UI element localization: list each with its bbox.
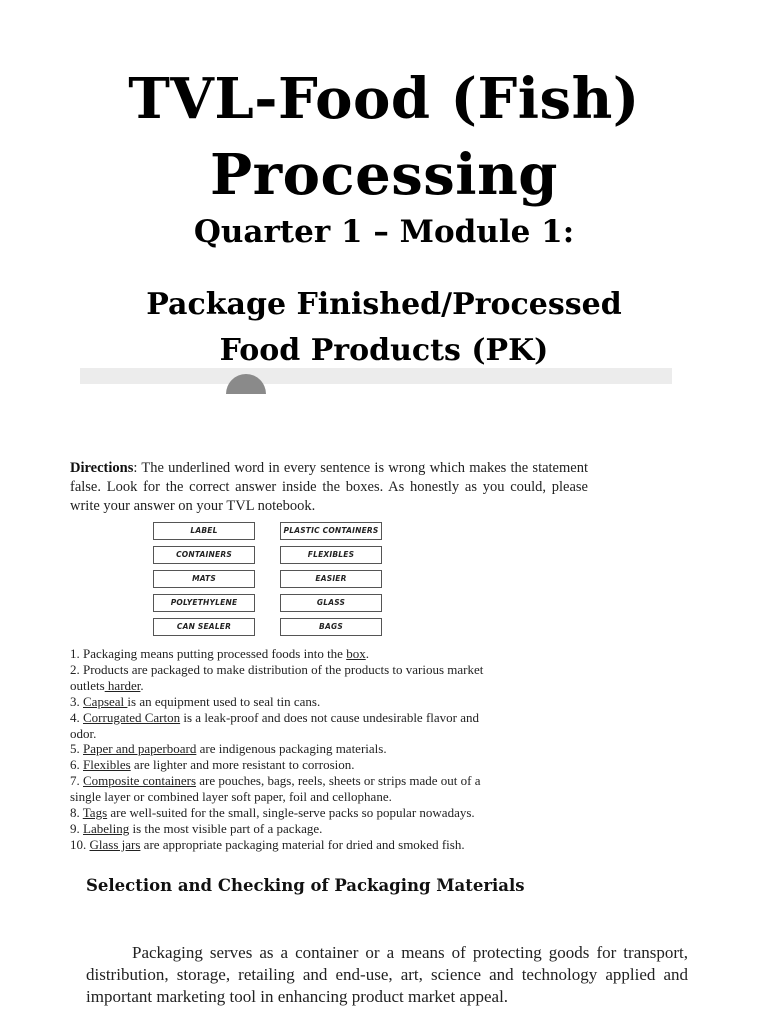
quiz-item: 9. Labeling is the most visible part of a package. bbox=[70, 820, 323, 836]
quiz-item: outlets harder. bbox=[70, 677, 144, 693]
quiz-items-list bbox=[70, 646, 590, 853]
answer-box: POLYETHYLENE bbox=[153, 594, 255, 612]
answer-box: CONTAINERS bbox=[153, 546, 255, 564]
quiz-item: 8. Tags are well-suited for the small, single-serve packs so popular nowadays. bbox=[70, 805, 475, 821]
quiz-item: 10. Glass jars are appropriate packaging material for dried and smoked fish. bbox=[70, 836, 465, 852]
quiz-item: 3. Capseal is an equipment used to seal tin cans. bbox=[70, 693, 321, 709]
answer-box: FLEXIBLES bbox=[280, 546, 382, 564]
quiz-item: 1. Packaging means putting processed foods into the box. bbox=[70, 646, 369, 661]
quiz-item: 6. Flexibles are lighter and more resistant to corrosion. bbox=[70, 757, 355, 773]
title-line-2: Processing bbox=[210, 142, 558, 208]
quiz-item: 2. Products are packaged to make distribution of the products to various market bbox=[70, 661, 484, 677]
answer-box: CAN SEALER bbox=[153, 618, 255, 636]
lesson-title-line-1: Package Finished/Processed bbox=[146, 287, 622, 322]
answer-box: GLASS bbox=[280, 594, 382, 612]
module-subtitle: Quarter 1 – Module 1: bbox=[193, 214, 575, 250]
directions-label: Directions bbox=[70, 460, 134, 476]
directions-text: : The underlined word in every sentence is wrong which makes the statement false. Look for the correct answer inside the boxes. As honestly as you could, please write your answer on your TVL notebook. bbox=[70, 460, 588, 514]
quiz-item: 7. Composite containers are pouches, bags, reels, sheets or strips made out of a bbox=[70, 773, 481, 789]
answer-box: BAGS bbox=[280, 618, 382, 636]
answer-box: EASIER bbox=[280, 570, 382, 588]
answer-box: LABEL bbox=[153, 522, 255, 540]
quiz-item: 5. Paper and paperboard are indigenous packaging materials. bbox=[70, 741, 387, 757]
section-heading: Selection and Checking of Packaging Materials bbox=[86, 876, 525, 895]
directions-paragraph bbox=[70, 459, 588, 516]
lesson-title-line-2: Food Products (PK) bbox=[219, 333, 549, 368]
body-paragraph: Packaging serves as a container or a means of protecting goods for transport, distribution, storage, retailing and end-use, art, science and technology applied and important marketing tool in enhancing product market appeal. bbox=[86, 943, 688, 1006]
answer-box: PLASTIC CONTAINERS bbox=[280, 522, 382, 540]
answer-box: MATS bbox=[153, 570, 255, 588]
quiz-item: 4. Corrugated Carton is a leak-proof and does not cause undesirable flavor and bbox=[70, 709, 480, 725]
decorative-banner bbox=[80, 368, 672, 384]
quiz-item: odor. bbox=[70, 725, 97, 741]
title-line-1: TVL-Food (Fish) bbox=[128, 66, 640, 132]
quiz-item: single layer or combined layer soft paper, foil and cellophane. bbox=[70, 789, 392, 805]
